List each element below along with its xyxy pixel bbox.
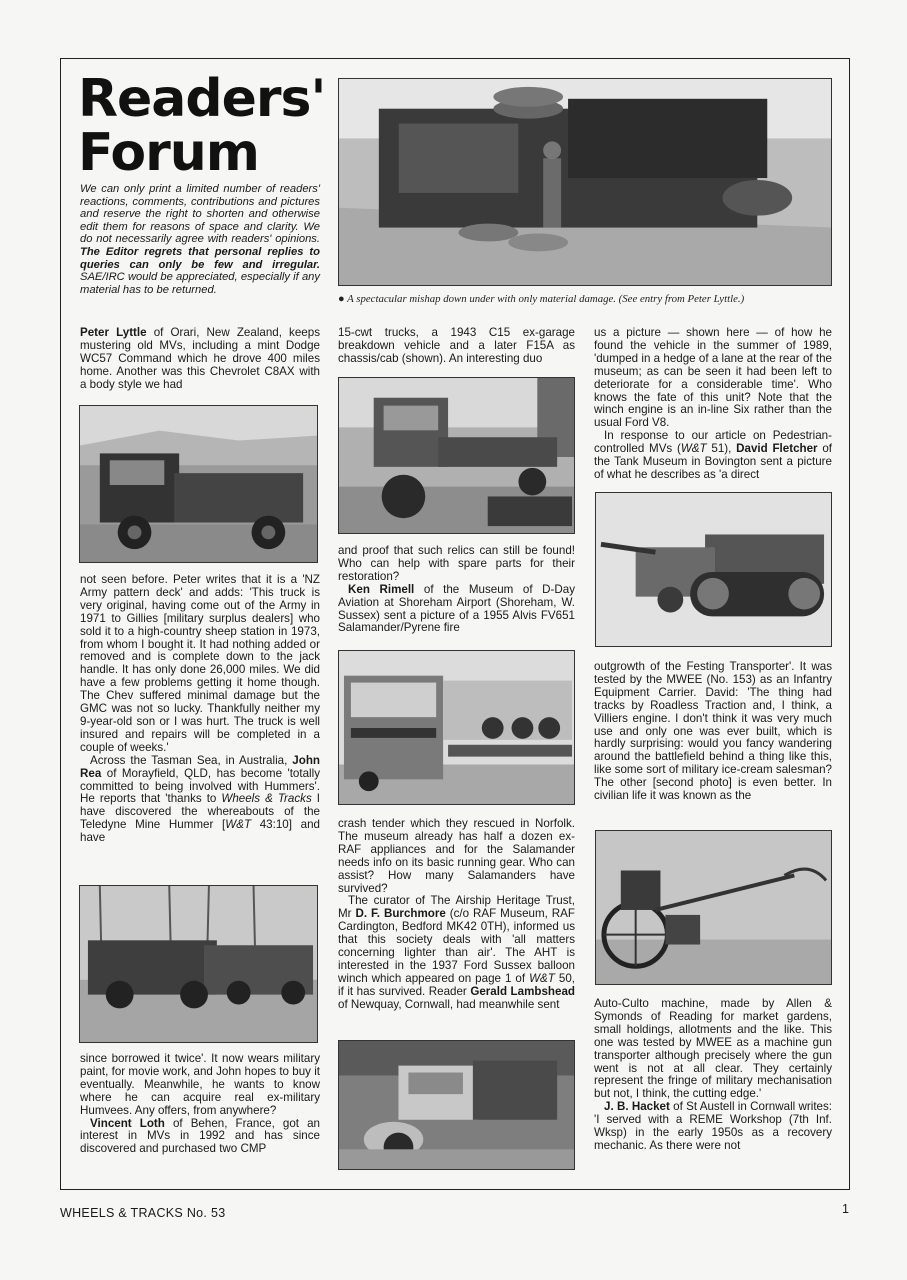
- column-1-top: Peter Lyttle of Orari, New Zealand, keeps mustering old MVs, including a mint Dodge WC57 Command which he drove 400 miles home. Another was this Chevrolet C8AX with a body style we had: [80, 326, 320, 391]
- photo-auto-culto-machine: [595, 830, 832, 985]
- column-1-middle: not seen before. Peter writes that it is a 'NZ Army pattern deck' and adds: 'This truck is very original, having come out of the Army in 1971 to Gillies [military surplus dealers] who sold it to a high-country sheep station in 1973, from whom I bought it. It had nothing added or removed and is complete down to the jack handle. It has only done 26,000 miles. We did have a few problems getting it home though. The Chev suffered minimal damage but the GMC was not so lucky. Thankfully neither my 9-year-old son or I was hurt. The truck is well insured and repairs will be completed in a couple of weeks.' Across the Tasman Sea, in Australia, John Rea of Morayfield, QLD, has become 'totally committed to being involved with Hummers'. He reports that 'thanks to Wheels & Tracks I have discovered the whereabouts of the Teledyne Mine Hummer [W&T 43:10] and have: [80, 573, 320, 845]
- photo-cmp-trucks: [338, 377, 575, 534]
- photo-infantry-equipment-carrier: [595, 492, 832, 647]
- page-title: Readers' Forum: [78, 69, 326, 183]
- page-number: 1: [842, 1202, 849, 1216]
- column-3-top: us a picture — shown here — of how he found the vehicle in the summer of 1989, 'dumped in a hedge of a lane at the rear of the museum; as can be seen it had been left to deteriorate for a considerable time'. Who knows the fate of this unit? Note that the winch engine is an in-line Six rather than the usual Ford V8. In response to our article on Pedestrian-controlled MVs (W&T 51), David Fletcher of the Tank Museum in Bovington sent a picture of what he describes as 'a direct: [594, 326, 832, 481]
- photo-overturned-truck: [338, 78, 832, 286]
- photo-chevrolet-c8ax: [79, 405, 318, 563]
- magazine-footer: WHEELS & TRACKS No. 53: [60, 1206, 226, 1220]
- photo-balloon-winch: [338, 1040, 575, 1170]
- column-2-middle: and proof that such relics can still be found! Who can help with spare parts for their restoration? Ken Rimell of the Museum of D-Day Aviation at Shoreham Airport (Shoreham, W. Sussex) sent a picture of a 1955 Alvis FV651 Salamander/Pyrene fire: [338, 544, 576, 635]
- photo-hummers: [79, 885, 318, 1043]
- column-3-bottom: Auto-Culto machine, made by Allen & Symonds of Reading for market gardens, small holdings, allotments and the like. This one was tested by MWEE as a machine gun transporter although precisely where the gun went is not at all clear. They certainly represent the fringe of military mechanisation but not, I think, the cutting edge.' J. B. Hacket of St Austell in Cornwall writes: 'I served with a REME Workshop (7th Inf. Wksp) in the early 1950s as a recovery mechanic. As there were not: [594, 997, 833, 1152]
- photo-salamander-fire-tender: [338, 650, 575, 805]
- column-2-top: 15-cwt trucks, a 1943 C15 ex-garage breakdown vehicle and a later F15A as chassis/cab (shown). An interesting duo: [338, 326, 575, 365]
- photo-caption: ● A spectacular mishap down under with only material damage. (See entry from Peter Lyttle.): [338, 293, 745, 305]
- column-1-bottom: since borrowed it twice'. It now wears military paint, for movie work, and John hopes to buy it eventually. Meanwhile, he wants to know where he can acquire real ex-military Humvees. Any offers, from anywhere? Vincent Loth of Behen, France, got an interest in MVs in 1992 and has since discovered and purchased two CMP: [80, 1052, 320, 1156]
- column-3-middle: outgrowth of the Festing Transporter'. It was tested by the MWEE (No. 153) as an Infantry Equipment Carrier. David: 'The thing had tracks by Roadless Traction and, I think, a Villiers engine. I don't think it was very much use and only one was ever built, which is hardly surprising: would you fancy wandering around the battlefield behind a thing like this, like some sort of military ice-cream salesman? The other [second photo] is even better. In civilian life it was known as the: [594, 660, 832, 803]
- intro-text: We can only print a limited number of readers' reactions, comments, contributions and pictures and reserve the right to shorten and otherwise edit them for reasons of space and clarity. We do not necessarily agree with readers' opinions. The Editor regrets that personal replies to queries can only be few and irregular. SAE/IRC would be appreciated, especially if any material has to be returned.: [80, 183, 320, 296]
- column-2-bottom: crash tender which they rescued in Norfolk. The museum already has half a dozen ex-RAF appliances and for the Salamander needs info on its basic running gear. Who can assist? How many Salamanders have survived? The curator of The Airship Heritage Trust, Mr D. F. Burchmore (c/o RAF Museum, RAF Cardington, Bedford MK42 0TH), informed us that this society deals with 'all matters concerning lighter than air'. The AHT is interested in the 1937 Ford Sussex balloon winch which appeared on page 1 of W&T 50, if it has survived. Reader Gerald Lambshead of Newquay, Cornwall, had meanwhile sent: [338, 817, 575, 1011]
